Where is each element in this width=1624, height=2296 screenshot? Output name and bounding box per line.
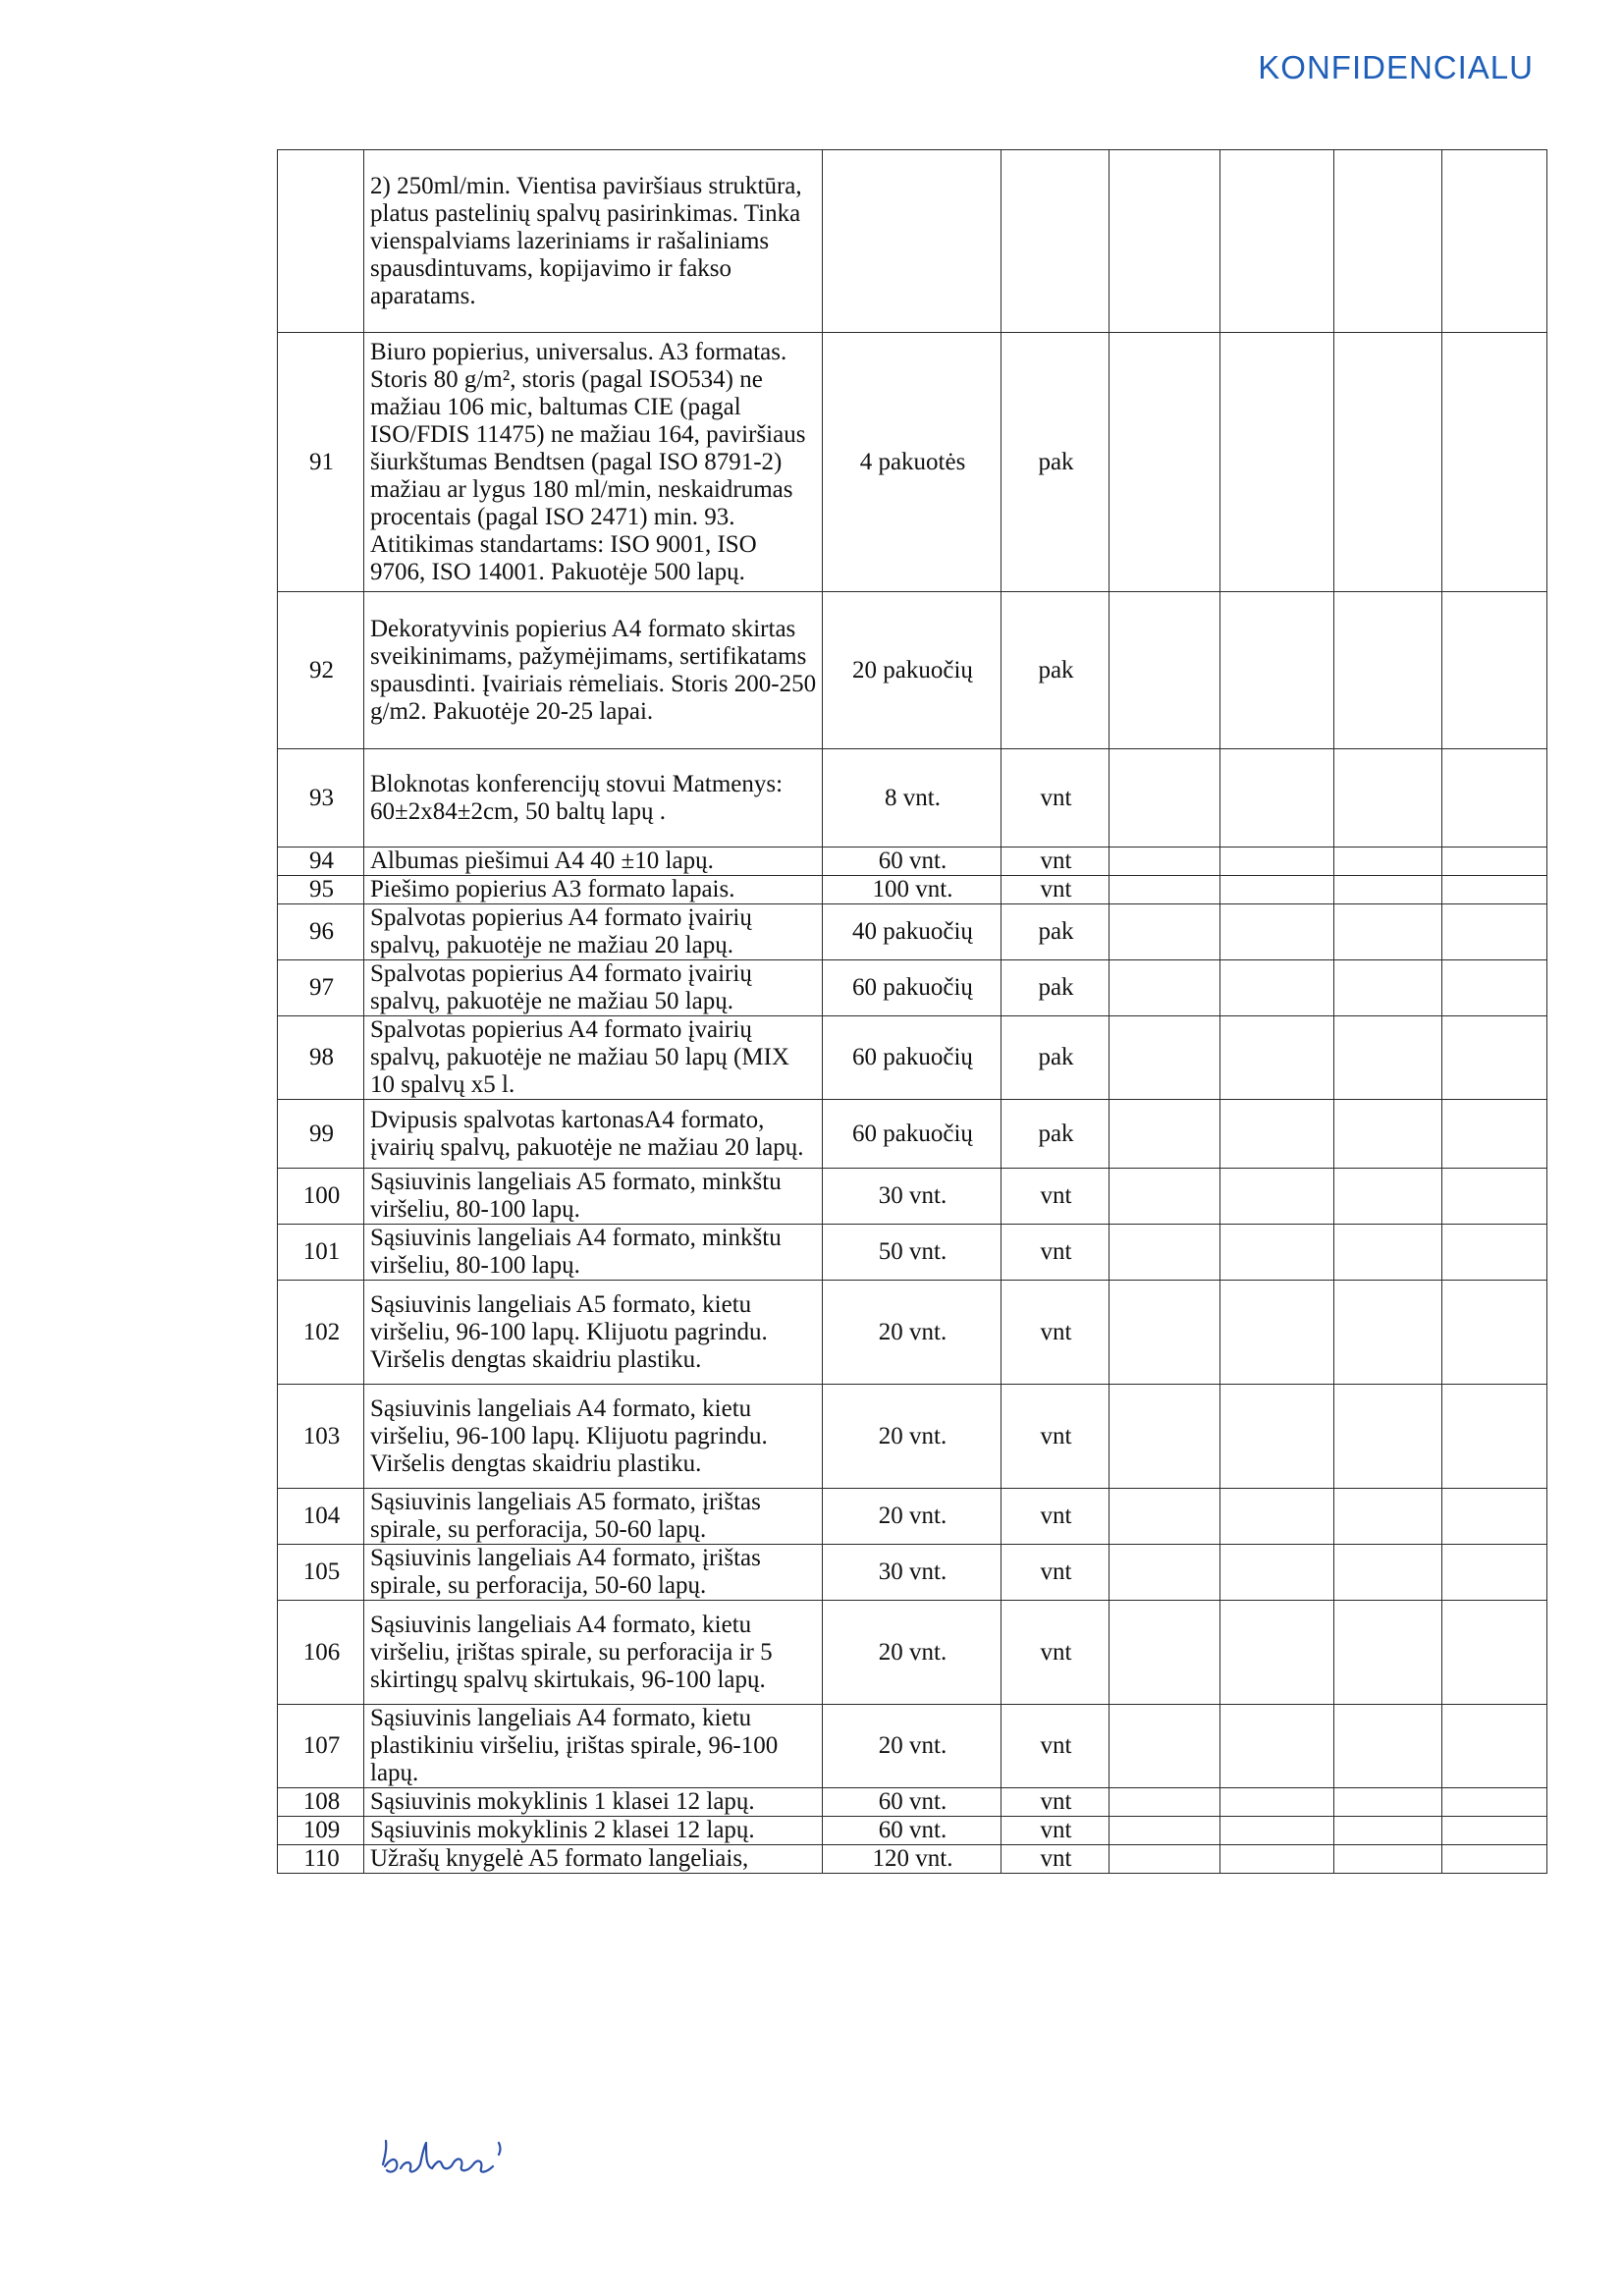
empty-cell — [1442, 1281, 1547, 1385]
row-unit: vnt — [1001, 1489, 1110, 1545]
empty-cell — [1220, 1705, 1334, 1788]
row-description: Spalvotas popierius A4 formato įvairių spalvų, pakuotėje ne mažiau 50 lapų (MIX 10 spalvų x5 l. — [364, 1016, 823, 1100]
row-description: Albumas piešimui A4 40 ±10 lapų. — [364, 847, 823, 876]
row-quantity: 20 vnt. — [823, 1705, 1001, 1788]
row-unit: pak — [1001, 904, 1110, 960]
empty-cell — [1220, 1788, 1334, 1817]
empty-cell — [1334, 904, 1442, 960]
row-description: Dekoratyvinis popierius A4 formato skirtas sveikinimams, pažymėjimams, sertifikatams spausdinti. Įvairiais rėmeliais. Storis 200-250 g/m2. Pakuotėje 20-25 lapai. — [364, 592, 823, 749]
empty-cell — [1110, 1545, 1220, 1601]
table-row — [278, 1225, 1547, 1281]
empty-cell — [1220, 1545, 1334, 1601]
row-unit: vnt — [1001, 1385, 1110, 1489]
empty-cell — [1334, 150, 1442, 333]
row-description: Spalvotas popierius A4 formato įvairių spalvų, pakuotėje ne mažiau 20 lapų. — [364, 904, 823, 960]
row-description: Spalvotas popierius A4 formato įvairių spalvų, pakuotėje ne mažiau 50 lapų. — [364, 960, 823, 1016]
empty-cell — [1110, 1169, 1220, 1225]
empty-cell — [1110, 904, 1220, 960]
empty-cell — [1442, 1705, 1547, 1788]
row-number: 110 — [278, 1845, 364, 1874]
row-number: 104 — [278, 1489, 364, 1545]
row-quantity: 40 pakuočių — [823, 904, 1001, 960]
empty-cell — [1220, 1016, 1334, 1100]
row-description: Sąsiuvinis langeliais A4 formato, kietu viršeliu, įrištas spirale, su perforacija ir 5 skirtingų spalvų skirtukais, 96-100 lapų. — [364, 1601, 823, 1705]
row-description: Sąsiuvinis langeliais A4 formato, kietu plastikiniu viršeliu, įrištas spirale, 96-100 lapų. — [364, 1705, 823, 1788]
empty-cell — [1110, 592, 1220, 749]
empty-cell — [1442, 749, 1547, 847]
table-row — [278, 749, 1547, 847]
empty-cell — [1334, 1545, 1442, 1601]
empty-cell — [1442, 150, 1547, 333]
empty-cell — [1442, 1385, 1547, 1489]
table-row — [278, 1281, 1547, 1385]
empty-cell — [1334, 1705, 1442, 1788]
empty-cell — [1334, 1385, 1442, 1489]
row-unit: vnt — [1001, 1601, 1110, 1705]
empty-cell — [1110, 333, 1220, 592]
row-number: 98 — [278, 1016, 364, 1100]
empty-cell — [1334, 1281, 1442, 1385]
empty-cell — [1110, 847, 1220, 876]
row-unit: vnt — [1001, 1225, 1110, 1281]
table-row — [278, 333, 1547, 592]
empty-cell — [1442, 876, 1547, 904]
table-row — [278, 1100, 1547, 1169]
row-quantity: 60 vnt. — [823, 847, 1001, 876]
table-row — [278, 1169, 1547, 1225]
empty-cell — [1334, 876, 1442, 904]
row-description: Piešimo popierius A3 formato lapais. — [364, 876, 823, 904]
row-unit: vnt — [1001, 1545, 1110, 1601]
row-number: 102 — [278, 1281, 364, 1385]
row-description: Sąsiuvinis langeliais A4 formato, įrištas spirale, su perforacija, 50-60 lapų. — [364, 1545, 823, 1601]
empty-cell — [1442, 592, 1547, 749]
row-unit: vnt — [1001, 749, 1110, 847]
empty-cell — [1220, 960, 1334, 1016]
row-unit: vnt — [1001, 1788, 1110, 1817]
row-quantity: 120 vnt. — [823, 1845, 1001, 1874]
row-quantity: 60 vnt. — [823, 1817, 1001, 1845]
row-description: Sąsiuvinis langeliais A4 formato, kietu viršeliu, 96-100 lapų. Klijuotu pagrindu. Viršelis dengtas skaidriu plastiku. — [364, 1385, 823, 1489]
row-unit — [1001, 150, 1110, 333]
row-description: Užrašų knygelė A5 formato langeliais, — [364, 1845, 823, 1874]
empty-cell — [1110, 876, 1220, 904]
row-description: 2) 250ml/min. Vientisa paviršiaus struktūra, platus pastelinių spalvų pasirinkimas. Tinka vienspalviams lazeriniams ir rašaliniams spausdintuvams, kopijavimo ir fakso aparatams. — [364, 150, 823, 333]
table-row — [278, 1817, 1547, 1845]
row-unit: pak — [1001, 1100, 1110, 1169]
empty-cell — [1442, 1489, 1547, 1545]
row-quantity: 50 vnt. — [823, 1225, 1001, 1281]
row-quantity: 20 vnt. — [823, 1385, 1001, 1489]
empty-cell — [1334, 1845, 1442, 1874]
row-quantity: 20 pakuočių — [823, 592, 1001, 749]
confidential-stamp: KONFIDENCIALU — [1258, 49, 1534, 85]
row-description: Sąsiuvinis langeliais A5 formato, kietu viršeliu, 96-100 lapų. Klijuotu pagrindu. Viršelis dengtas skaidriu plastiku. — [364, 1281, 823, 1385]
empty-cell — [1110, 1100, 1220, 1169]
empty-cell — [1220, 150, 1334, 333]
empty-cell — [1442, 1100, 1547, 1169]
row-number: 100 — [278, 1169, 364, 1225]
table-row — [278, 1545, 1547, 1601]
empty-cell — [1220, 1225, 1334, 1281]
row-description: Bloknotas konferencijų stovui Matmenys: 60±2x84±2cm, 50 baltų lapų . — [364, 749, 823, 847]
empty-cell — [1110, 150, 1220, 333]
row-quantity: 60 pakuočių — [823, 1016, 1001, 1100]
table-row — [278, 592, 1547, 749]
empty-cell — [1110, 1225, 1220, 1281]
row-number: 99 — [278, 1100, 364, 1169]
empty-cell — [1442, 1545, 1547, 1601]
empty-cell — [1110, 749, 1220, 847]
table-row — [278, 1788, 1547, 1817]
empty-cell — [1220, 1601, 1334, 1705]
row-number: 109 — [278, 1817, 364, 1845]
row-quantity: 60 pakuočių — [823, 1100, 1001, 1169]
empty-cell — [1220, 592, 1334, 749]
empty-cell — [1220, 1169, 1334, 1225]
row-quantity: 100 vnt. — [823, 876, 1001, 904]
row-unit: vnt — [1001, 1169, 1110, 1225]
row-unit: vnt — [1001, 876, 1110, 904]
empty-cell — [1110, 1601, 1220, 1705]
empty-cell — [1442, 847, 1547, 876]
row-number: 103 — [278, 1385, 364, 1489]
row-unit: pak — [1001, 960, 1110, 1016]
empty-cell — [1110, 1788, 1220, 1817]
procurement-table — [277, 149, 1547, 1874]
row-number — [278, 150, 364, 333]
empty-cell — [1442, 960, 1547, 1016]
table-body — [278, 150, 1547, 1874]
empty-cell — [1220, 1817, 1334, 1845]
empty-cell — [1334, 1788, 1442, 1817]
empty-cell — [1334, 1016, 1442, 1100]
row-unit: pak — [1001, 1016, 1110, 1100]
row-quantity: 60 vnt. — [823, 1788, 1001, 1817]
table-row — [278, 876, 1547, 904]
table-row — [278, 150, 1547, 333]
empty-cell — [1110, 1489, 1220, 1545]
row-quantity: 30 vnt. — [823, 1545, 1001, 1601]
empty-cell — [1220, 333, 1334, 592]
row-number: 107 — [278, 1705, 364, 1788]
row-description: Dvipusis spalvotas kartonasA4 formato, įvairių spalvų, pakuotėje ne mažiau 20 lapų. — [364, 1100, 823, 1169]
empty-cell — [1110, 1817, 1220, 1845]
empty-cell — [1220, 847, 1334, 876]
empty-cell — [1334, 847, 1442, 876]
table-row — [278, 904, 1547, 960]
row-number: 106 — [278, 1601, 364, 1705]
row-quantity — [823, 150, 1001, 333]
empty-cell — [1220, 1385, 1334, 1489]
empty-cell — [1220, 1281, 1334, 1385]
empty-cell — [1110, 1845, 1220, 1874]
table-row — [278, 1845, 1547, 1874]
table-row — [278, 1601, 1547, 1705]
empty-cell — [1334, 592, 1442, 749]
row-unit: pak — [1001, 333, 1110, 592]
row-unit: pak — [1001, 592, 1110, 749]
table-row — [278, 847, 1547, 876]
empty-cell — [1110, 1281, 1220, 1385]
empty-cell — [1110, 1385, 1220, 1489]
empty-cell — [1110, 1016, 1220, 1100]
row-number: 97 — [278, 960, 364, 1016]
row-quantity: 20 vnt. — [823, 1281, 1001, 1385]
empty-cell — [1334, 1817, 1442, 1845]
row-unit: vnt — [1001, 1281, 1110, 1385]
row-number: 92 — [278, 592, 364, 749]
empty-cell — [1334, 749, 1442, 847]
row-unit: vnt — [1001, 847, 1110, 876]
row-description: Sąsiuvinis mokyklinis 1 klasei 12 lapų. — [364, 1788, 823, 1817]
row-quantity: 20 vnt. — [823, 1489, 1001, 1545]
row-number: 95 — [278, 876, 364, 904]
row-number: 93 — [278, 749, 364, 847]
empty-cell — [1220, 1489, 1334, 1545]
empty-cell — [1334, 960, 1442, 1016]
empty-cell — [1334, 1100, 1442, 1169]
row-description: Sąsiuvinis langeliais A5 formato, minkštu viršeliu, 80-100 lapų. — [364, 1169, 823, 1225]
empty-cell — [1220, 1100, 1334, 1169]
empty-cell — [1334, 1489, 1442, 1545]
row-description: Sąsiuvinis mokyklinis 2 klasei 12 lapų. — [364, 1817, 823, 1845]
table-row — [278, 1705, 1547, 1788]
row-unit: vnt — [1001, 1845, 1110, 1874]
empty-cell — [1334, 1601, 1442, 1705]
row-number: 91 — [278, 333, 364, 592]
empty-cell — [1442, 1169, 1547, 1225]
row-number: 96 — [278, 904, 364, 960]
empty-cell — [1334, 1225, 1442, 1281]
row-description: Sąsiuvinis langeliais A5 formato, įrištas spirale, su perforacija, 50-60 lapų. — [364, 1489, 823, 1545]
row-quantity: 8 vnt. — [823, 749, 1001, 847]
row-quantity: 60 pakuočių — [823, 960, 1001, 1016]
row-quantity: 4 pakuotės — [823, 333, 1001, 592]
empty-cell — [1442, 1845, 1547, 1874]
row-number: 105 — [278, 1545, 364, 1601]
row-unit: vnt — [1001, 1817, 1110, 1845]
empty-cell — [1334, 1169, 1442, 1225]
empty-cell — [1110, 960, 1220, 1016]
table-row — [278, 1489, 1547, 1545]
empty-cell — [1442, 1817, 1547, 1845]
row-quantity: 20 vnt. — [823, 1601, 1001, 1705]
table-row — [278, 960, 1547, 1016]
row-description: Biuro popierius, universalus. A3 formatas. Storis 80 g/m², storis (pagal ISO534) ne mažiau 106 mic, baltumas CIE (pagal ISO/FDIS 11475) ne mažiau 164, paviršiaus šiurkštumas Bendtsen (pagal ISO 8791-2) mažiau ar lygus 180 ml/min, neskaidrumas procentais (pagal ISO 2471) min. 93. Atitikimas standartams: ISO 9001, ISO 9706, ISO 14001. Pakuotėje 500 lapų. — [364, 333, 823, 592]
table-row — [278, 1385, 1547, 1489]
empty-cell — [1442, 1016, 1547, 1100]
row-number: 108 — [278, 1788, 364, 1817]
empty-cell — [1442, 1788, 1547, 1817]
row-quantity: 30 vnt. — [823, 1169, 1001, 1225]
table-row — [278, 1016, 1547, 1100]
empty-cell — [1442, 333, 1547, 592]
empty-cell — [1220, 1845, 1334, 1874]
empty-cell — [1442, 1601, 1547, 1705]
empty-cell — [1110, 1705, 1220, 1788]
empty-cell — [1442, 904, 1547, 960]
row-number: 101 — [278, 1225, 364, 1281]
row-description: Sąsiuvinis langeliais A4 formato, minkštu viršeliu, 80-100 lapų. — [364, 1225, 823, 1281]
row-unit: vnt — [1001, 1705, 1110, 1788]
row-number: 94 — [278, 847, 364, 876]
empty-cell — [1220, 904, 1334, 960]
empty-cell — [1220, 749, 1334, 847]
empty-cell — [1220, 876, 1334, 904]
empty-cell — [1334, 333, 1442, 592]
signature — [377, 2127, 544, 2196]
empty-cell — [1442, 1225, 1547, 1281]
